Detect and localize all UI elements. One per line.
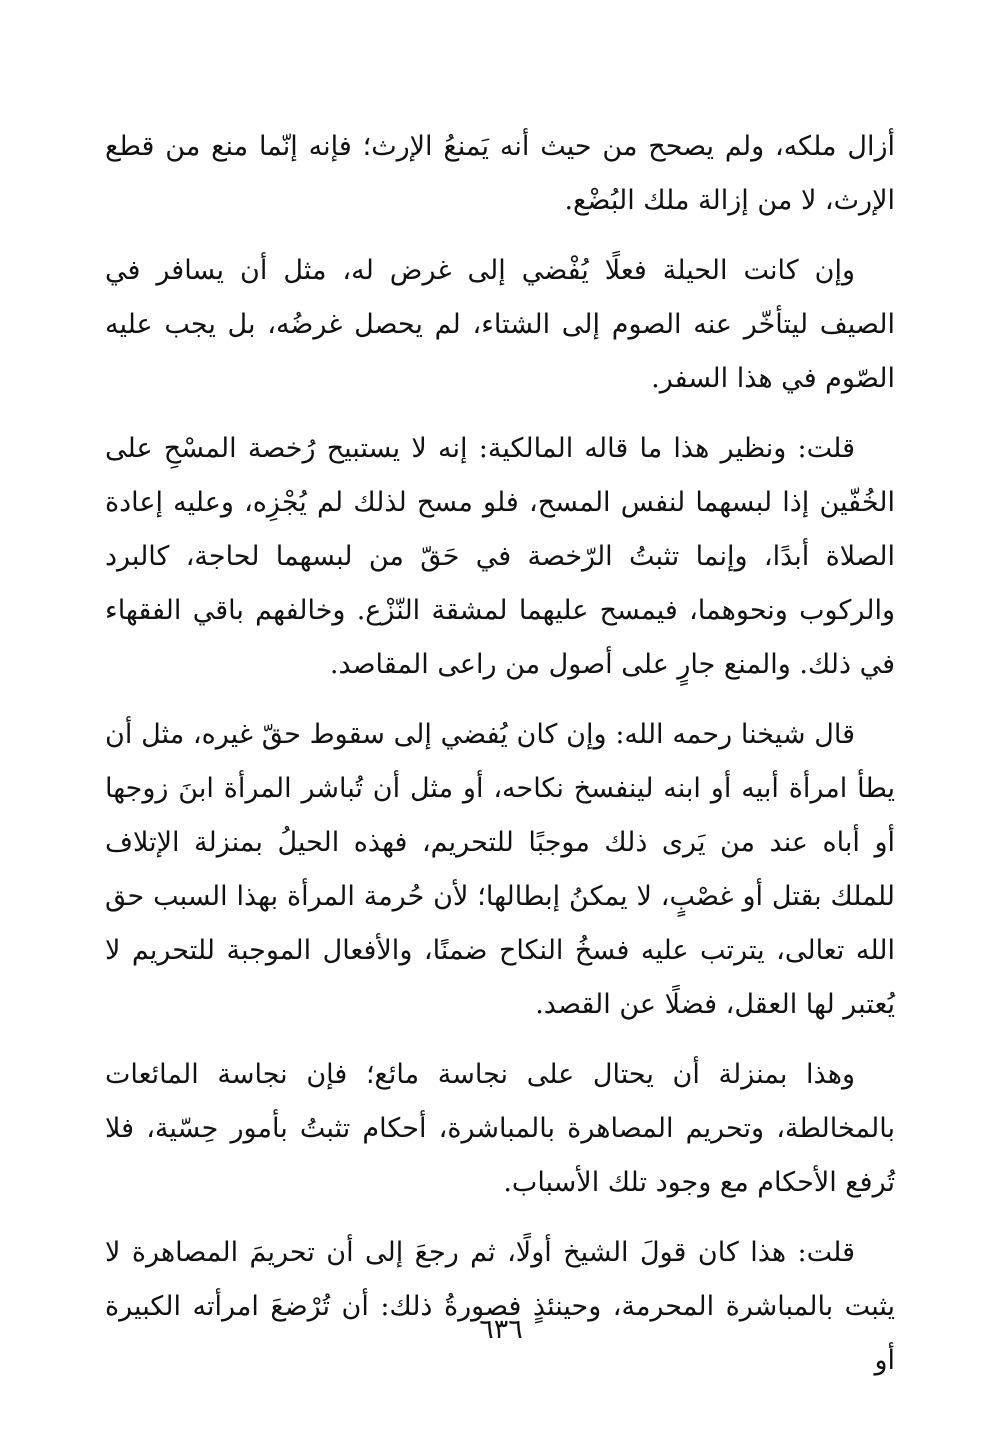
paragraph: قلت: هذا كان قولَ الشيخ أولًا، ثم رجعَ إلى أن تحريمَ المصاهرة لا يثبت بالمباشرة المحرمة، وحينئذٍ فصورةُ ذلك: أن تُرْضعَ امرأته الكبيرة أو [105, 1237, 895, 1376]
paragraph: قلت: ونظير هذا ما قاله المالكية: إنه لا يستبيح رُخصة المسْحِ على الخُفّين إذا لبسهما لنفس المسح، فلو مسح لذلك لم يُجْزِه، وعليه إعادة الصلاة أبدًا، وإنما تثبتُ الرّخصة في حَقّ من لبسهما لحاجة، كالبرد والركوب ونحوهما، فيمسح عليهما لمشقة النّزْع. وخالفهم باقي الفقهاء في ذلك. والمنع جارٍ على أصول من راعى المقاصد. [105, 433, 895, 680]
page-body [105, 120, 895, 1404]
paragraph: قال شيخنا رحمه الله: وإن كان يُفضي إلى سقوط حقّ غيره، مثل أن يطأ امرأة أبيه أو ابنه لينفسخ نكاحه، أو مثل أن تُباشر المرأة ابنَ زوجها أو أباه عند من يَرى ذلك موجبًا للتحريم، فهذه الحيلُ بمنزلة الإتلاف للملك بقتل أو غصْبٍ، لا يمكنُ إبطالها؛ لأن حُرمة المرأة بهذا السبب حق الله تعالى، يترتب عليه فسخُ النكاح ضمنًا، والأفعال الموجبة للتحريم لا يُعتبر لها العقل، فضلًا عن القصد. [105, 719, 895, 1020]
paragraph: وهذا بمنزلة أن يحتال على نجاسة مائع؛ فإن نجاسة المائعات بالمخالطة، وتحريم المصاهرة بالمباشرة، أحكام تثبتُ بأمور حِسّية، فلا تُرفع الأحكام مع وجود تلك الأسباب. [105, 1059, 895, 1198]
paragraph: وإن كانت الحيلة فعلًا يُفْضي إلى غرض له، مثل أن يسافر في الصيف ليتأخّر عنه الصوم إلى الشتاء، لم يحصل غرضُه، بل يجب عليه الصّوم في هذا السفر. [105, 255, 896, 394]
paragraph: أزال ملكه، ولم يصحح من حيث أنه يَمنعُ الإرث؛ فإنه إنّما منع من قطع الإرث، لا من إزالة ملك البُضْع. [105, 131, 895, 216]
page-number: ٦٣٦ [479, 1314, 523, 1345]
